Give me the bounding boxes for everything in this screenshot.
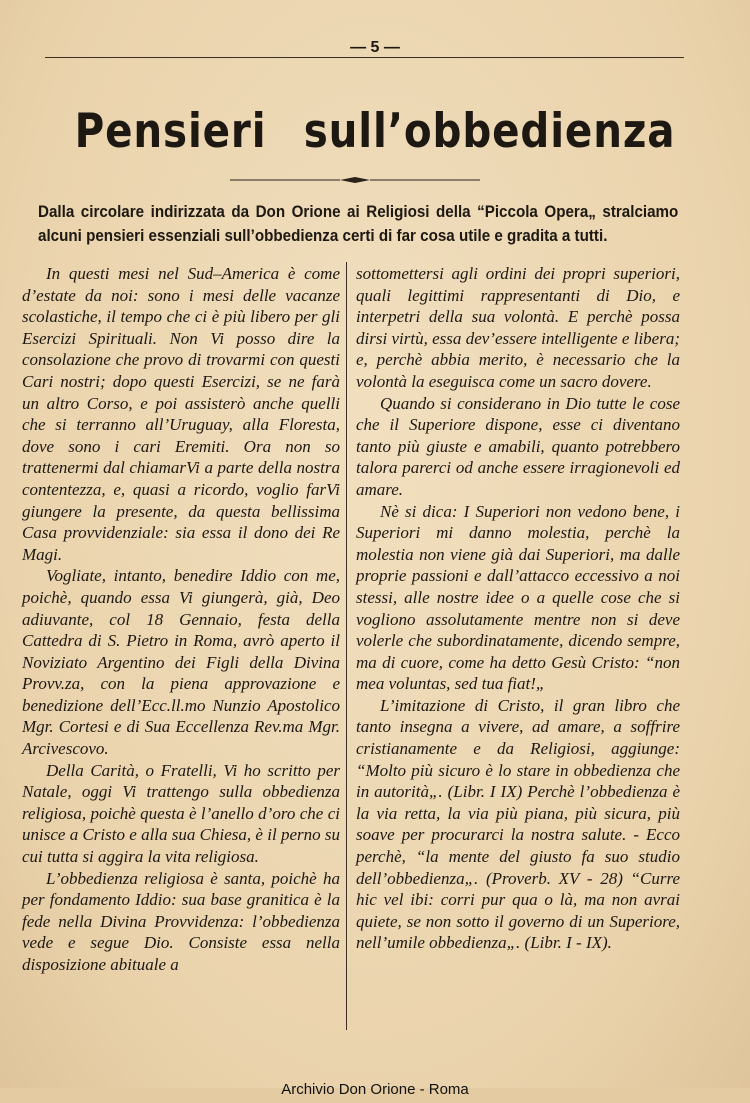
- left-column: [22, 263, 340, 976]
- archive-footer: Archivio Don Orione - Roma: [281, 1081, 469, 1098]
- paragraph: In questi mesi nel Sud–America è come d’estate da noi: sono i mesi delle vacanze scolastiche, il tempo che ci è più libero per gli Esercizi Spirituali. Non Vi posso dire la consolazione che provo di trovarmi con questi Cari nostri; dopo questi Esercizi, se ne farà un altro Corso, e poi assisterò anche quelli che si terranno all’Uruguay, alla Floresta, dove sono i cari Eremiti. Ora non so trattenermi dal chiamarVi a parte della nostra contentezza, e, quasi a ricordo, voglio farVi giungere la presente, da questa bellissima Casa provvidenziale: sia essa il dono dei Re Magi.: [22, 264, 340, 564]
- paragraph: L’obbedienza religiosa è santa, poichè ha per fondamento Iddio: sua base granitica è la fede nella Divina Provvidenza: l’obbedienza vede e segue Dio. Consiste essa nella disposizione abituale a: [22, 868, 340, 974]
- page-number: — 5 —: [350, 39, 400, 56]
- paragraph: Vogliate, intanto, benedire Iddio con me, poichè, quando essa Vi giungerà, già, Deo adiuvante, col 18 Gennaio, festa della Cattedra di S. Pietro in Roma, avrò aperto il Noviziato Argentino dei Figli della Divina Provv.za, con la piena approvazione e benedizione dell’Ecc.ll.mo Nunzio Apostolico Mgr. Cortesi e di Sua Eccellenza Rev.ma Mgr. Arcivescovo.: [22, 566, 340, 759]
- right-column: [356, 263, 680, 954]
- page-title: Pensieri sull’obbedienza: [74, 104, 676, 159]
- title-ornament: [230, 175, 480, 185]
- column-divider: [346, 262, 347, 1030]
- intro-paragraph: Dalla circolare indirizzata da Don Orione ai Religiosi della “Piccola Opera„ stralciamo alcuni pensieri essenziali sull’obbedienza certi di far cosa utile e gradita a tutti.: [38, 203, 679, 245]
- paragraph: sottomettersi agli ordini dei propri superiori, quali legittimi rappresentanti di Dio, e interpetri della sua volontà. E perchè possa dirsi virtù, essa dev’essere intelligente e libera; e, perchè abbia merito, è necessario che la volontà la eseguisca come un sacro dovere.: [356, 264, 680, 391]
- paragraph: Quando si considerano in Dio tutte le cose che il Superiore dispone, esse ci diventano tanto più giuste e amabili, quanto potrebbero talora parerci od anche essere irragionevoli ed amare.: [356, 393, 680, 499]
- header-rule: [45, 57, 684, 58]
- paragraph: Della Carità, o Fratelli, Vi ho scritto per Natale, oggi Vi trattengo sulla obbedienza religiosa, poichè questa è l’anello d’oro che ci unisce a Cristo e alla sua Chiesa, è il perno su cui tutta si aggira la vita religiosa.: [22, 760, 340, 867]
- paragraph: Nè si dica: I Superiori non vedono bene, i Superiori mi danno molestia, perchè la molestia non viene già dai Superiori, ma dalle proprie passioni e dall’attacco eccessivo a noi stessi, alle nostre idee o a quelle cose che si vogliono assolutamente mentre non si deve volerle che subordinatamente, dicendo sempre, ma di cuore, come ha detto Gesù Cristo: “non mea voluntas, sed tua fiat!„: [356, 501, 680, 694]
- paragraph: L’imitazione di Cristo, il gran libro che tanto insegna a vivere, ad amare, a soffrire cristianamente e da Religiosi, aggiunge: “Molto più sicuro è lo stare in obbedienza che in autorità„. (Libr. I IX) Perchè l’obbedienza è la via retta, la via più piana, più sicura, più soave per procurarci la nostra salute. - Ecco perchè, “la mente del giusto fa suo studio dell’obbedienza„. (Proverb. XV - 28) “Curre hic vel ibi: corri pur qua o là, ma non avrai quiete, se non sotto il governo di un Superiore, nell’umile obbedienza„. (Libr. I - IX).: [356, 695, 680, 953]
